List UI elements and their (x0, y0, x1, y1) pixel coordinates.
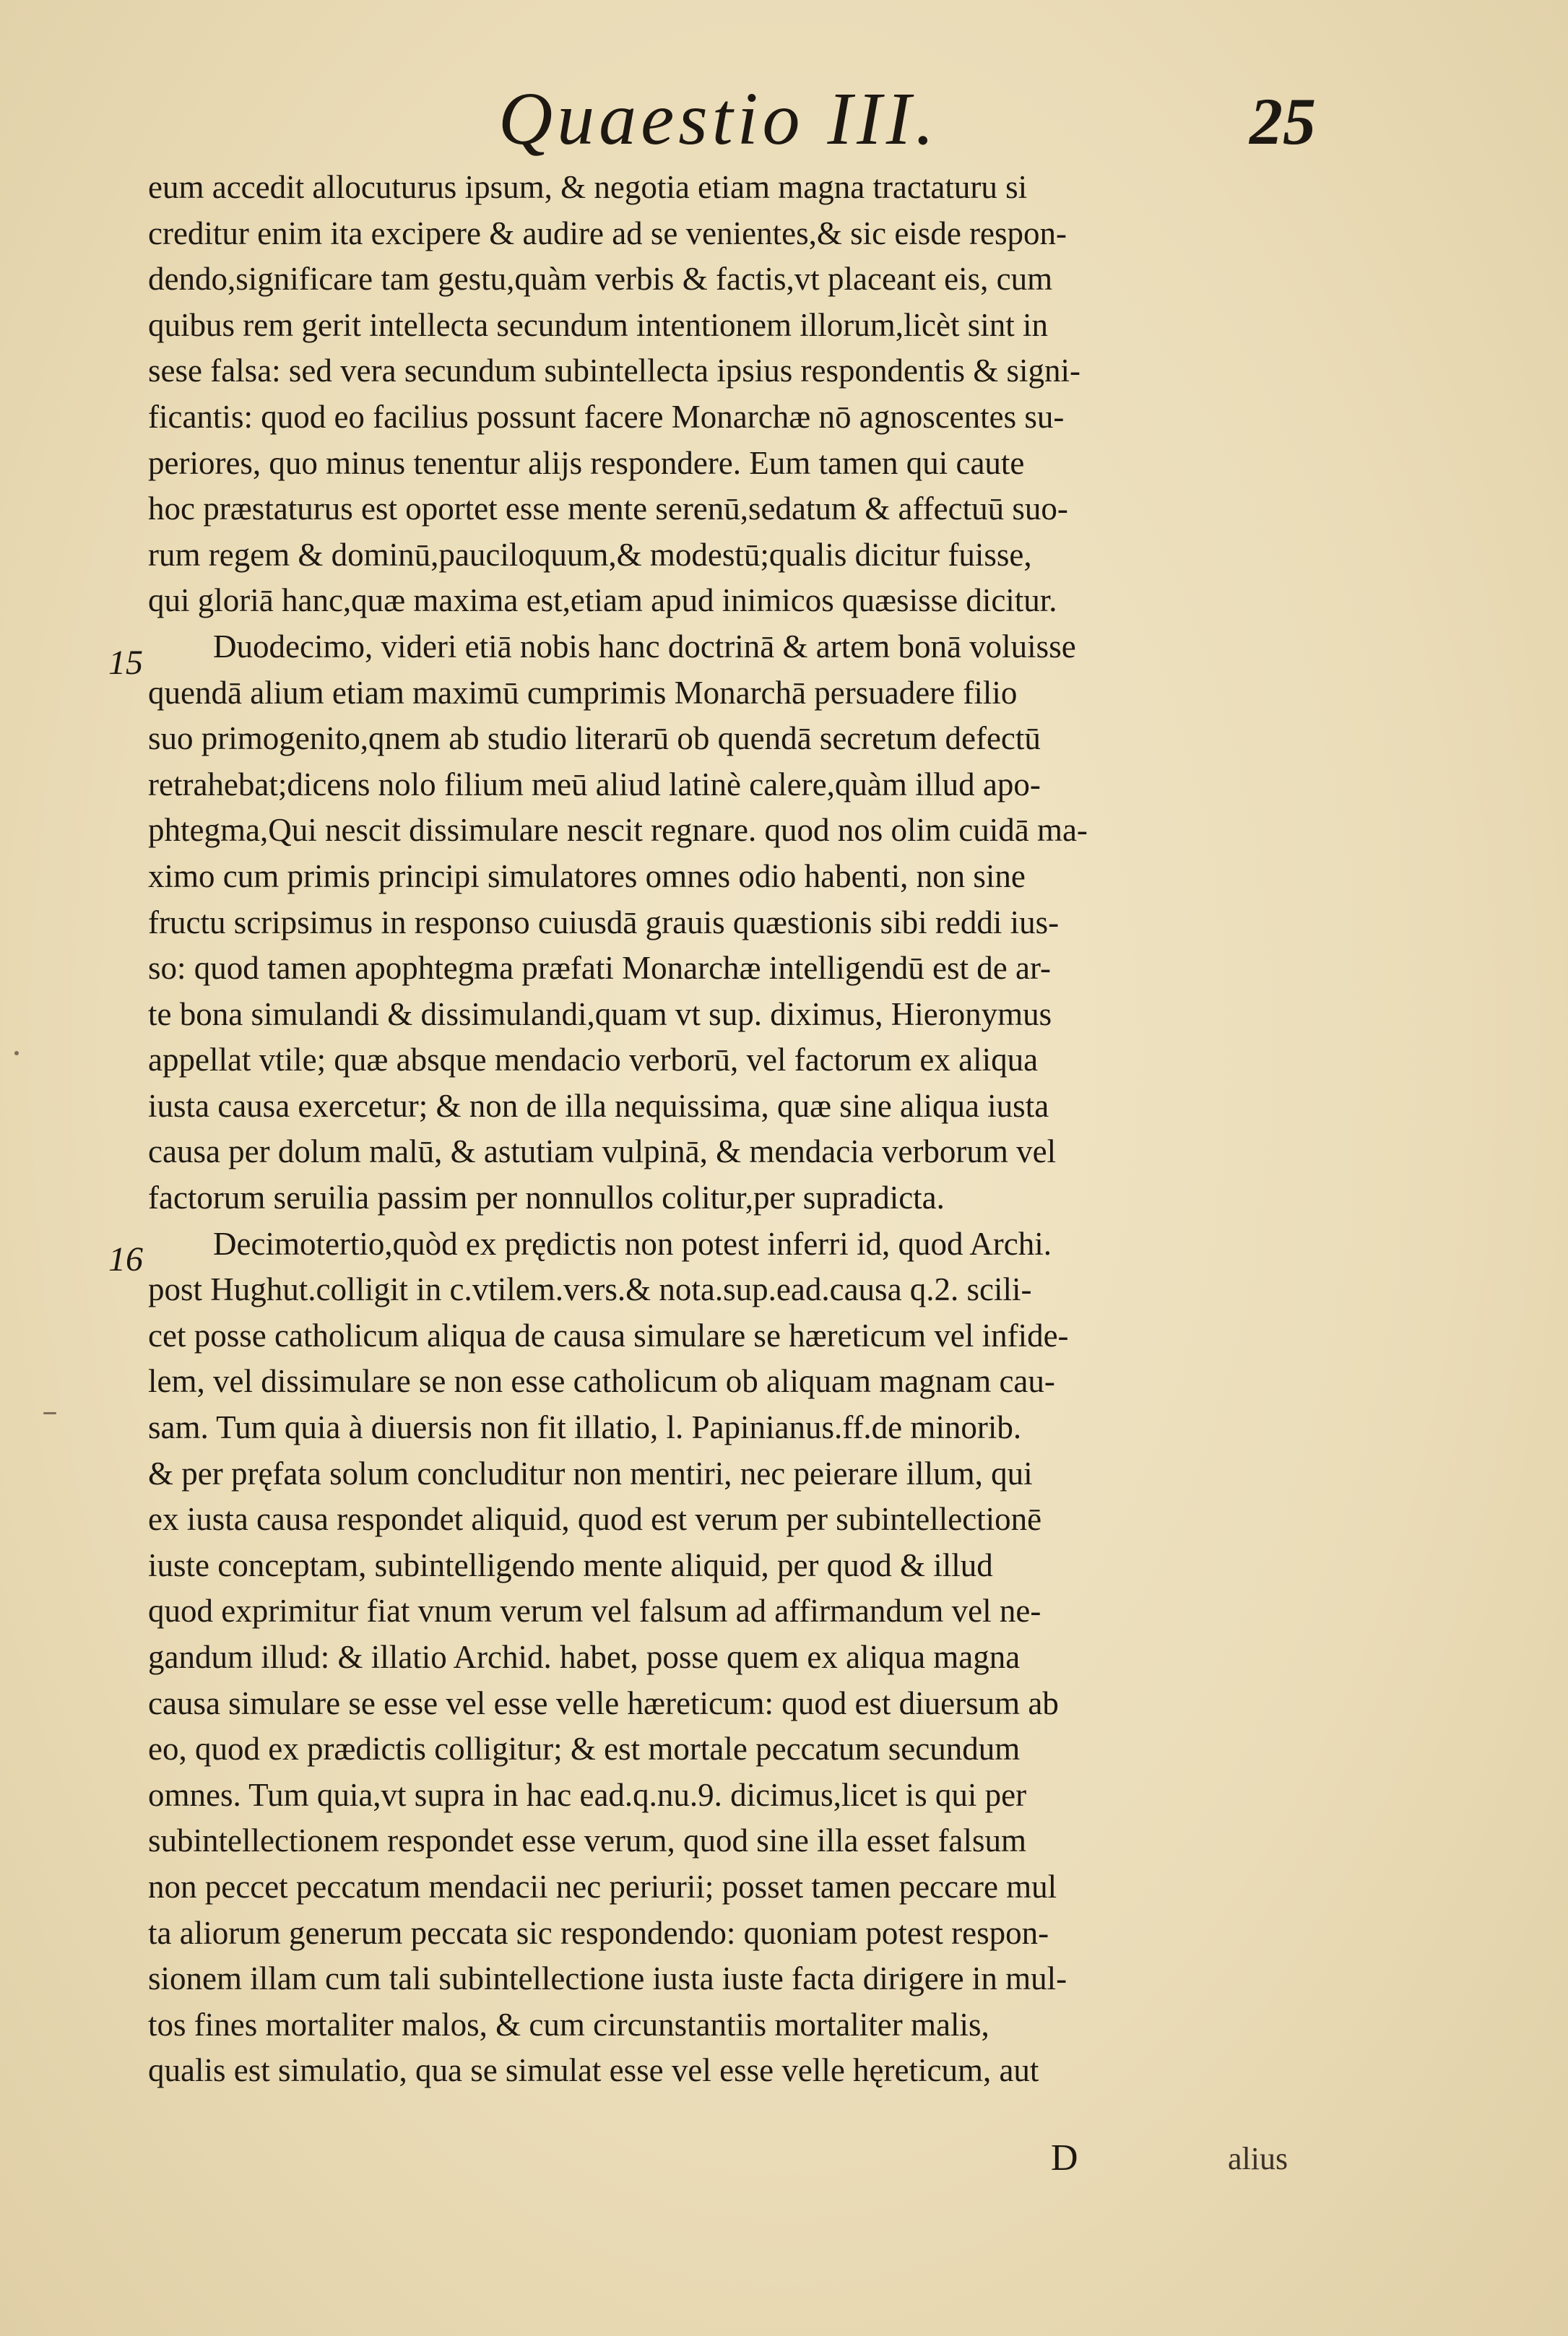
text-line: te bona simulandi & dissimulandi,quam vt sup. diximus, Hieronymus (148, 995, 1052, 1032)
text-line: ex iusta causa respondet aliquid, quod est verum per subintellectionē (148, 1501, 1042, 1538)
text-line: ximo cum primis principi simulatores omnes odio habenti, non sine (148, 857, 1026, 894)
text-line: iuste conceptam, subintelligendo mente aliquid, per quod & illud (148, 1546, 993, 1583)
text-line: eum accedit allocuturus ipsum, & negotia etiam magna tractaturu si (148, 169, 1028, 205)
text-line: sionem illam cum tali subintellectione iusta iuste facta dirigere in mul- (148, 1960, 1067, 1997)
text-line: Decimotertio,quòd ex prędictis non potest inferri id, quod Archi. (213, 1225, 1052, 1262)
text-line: lem, vel dissimulare se non esse catholicum ob aliquam magnam cau- (148, 1363, 1055, 1400)
text-line: qualis est simulatio, qua se simulat esse vel esse velle hęreticum, aut (148, 2052, 1039, 2089)
margin-number: 16 (108, 1240, 143, 1279)
text-line: factorum seruilia passim per nonnullos colitur,per supradicta. (148, 1180, 945, 1216)
text-line: gandum illud: & illatio Archid. habet, posse quem ex aliqua magna (148, 1639, 1021, 1675)
paper-speck (43, 1412, 56, 1414)
text-line: quod exprimitur fiat vnum verum vel falsum ad affirmandum vel ne- (148, 1593, 1041, 1630)
text-line: causa per dolum malū, & astutiam vulpinā, & mendacia verborum vel (148, 1133, 1057, 1170)
text-line: ficantis: quod eo facilius possunt facere Monarchæ nō agnoscentes su- (148, 398, 1065, 435)
text-line: retrahebat;dicens nolo filium meū aliud latinè calere,quàm illud apo- (148, 766, 1041, 803)
text-line: sam. Tum quia à diuersis non fit illatio, l. Papinianus.ff.de minorib. (148, 1409, 1022, 1446)
page-header (0, 69, 1568, 177)
text-line: ta aliorum generum peccata sic respondendo: quoniam potest respon- (148, 1914, 1049, 1951)
text-line: suo primogenito,qnem ab studio literarū ob quendā secretum defectū (148, 720, 1041, 757)
signature-mark: D (1051, 2137, 1078, 2179)
text-line: subintellectionem respondet esse verum, quod sine illa esset falsum (148, 1822, 1026, 1859)
text-line: quendā alium etiam maximū cumprimis Monarchā persuadere filio (148, 674, 1018, 711)
text-line: phtegma,Qui nescit dissimulare nescit regnare. quod nos olim cuidā ma- (148, 812, 1088, 849)
text-line: & per pręfata solum concluditur non mentiri, nec peierare illum, qui (148, 1455, 1033, 1492)
text-line: hoc præstaturus est oportet esse mente serenū,sedatum & affectuū suo- (148, 490, 1068, 527)
text-line: rum regem & dominū,pauciloquum,& modestū;qualis dicitur fuisse, (148, 536, 1032, 573)
text-line: omnes. Tum quia,vt supra in hac ead.q.nu.9. dicimus,licet is qui per (148, 1776, 1027, 1813)
text-line: creditur enim ita excipere & audire ad se venientes,& sic eisde respon- (148, 215, 1067, 251)
text-line: Duodecimo, videri etiā nobis hanc doctrinā & artem bonā voluisse (213, 628, 1076, 665)
paper-speck (14, 1051, 19, 1055)
text-line: eo, quod ex prædictis colligitur; & est mortale peccatum secundum (148, 1731, 1021, 1768)
body-text (148, 165, 1376, 2094)
text-line: fructu scripsimus in responso cuiusdā grauis quæstionis sibi reddi ius- (148, 904, 1060, 940)
text-line: so: quod tamen apophtegma præfati Monarchæ intelligendū est de ar- (148, 950, 1052, 987)
text-line: periores, quo minus tenentur alijs respondere. Eum tamen qui caute (148, 444, 1025, 481)
margin-number: 15 (108, 644, 143, 682)
text-line: cet posse catholicum aliqua de causa simulare se hæreticum vel infide- (148, 1317, 1069, 1354)
text-line: sese falsa: sed vera secundum subintellecta ipsius respondentis & signi- (148, 352, 1080, 389)
catchword: alius (1228, 2141, 1288, 2176)
text-line: dendo,significare tam gestu,quàm verbis & factis,vt placeant eis, cum (148, 261, 1053, 298)
page-number: 25 (1249, 85, 1316, 158)
running-title: Quaestio III. (498, 77, 939, 160)
text-line: tos fines mortaliter malos, & cum circunstantiis mortaliter malis, (148, 2006, 989, 2043)
text-line: iusta causa exercetur; & non de illa nequissima, quæ sine aliqua iusta (148, 1087, 1049, 1124)
text-line: causa simulare se esse vel esse velle hæreticum: quod est diuersum ab (148, 1684, 1059, 1721)
page-footer (0, 2137, 1568, 2194)
text-line: non peccet peccatum mendacii nec periurii; posset tamen peccare mul (148, 1868, 1057, 1905)
text-line: appellat vtile; quæ absque mendacio verborū, vel factorum ex aliqua (148, 1042, 1039, 1078)
text-line: quibus rem gerit intellecta secundum intentionem illorum,licèt sint in (148, 306, 1048, 343)
text-line: qui gloriā hanc,quæ maxima est,etiam apud inimicos quæsisse dicitur. (148, 582, 1057, 619)
text-line: post Hughut.colligit in c.vtilem.vers.& nota.sup.ead.causa q.2. scili- (148, 1271, 1032, 1308)
